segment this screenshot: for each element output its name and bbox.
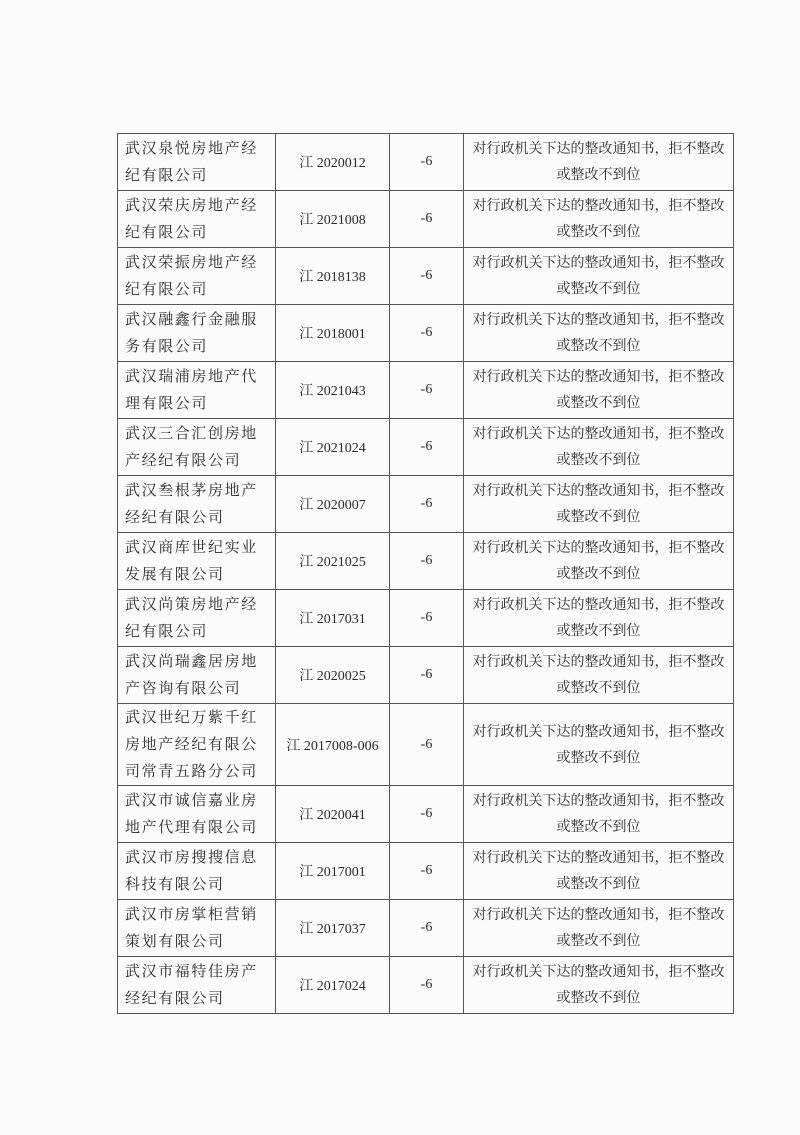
registration-code-cell: 江 2021025	[276, 533, 390, 590]
reason-cell: 对行政机关下达的整改通知书，拒不整改或整改不到位	[464, 476, 734, 533]
score-cell: -6	[390, 305, 464, 362]
table-row	[118, 957, 734, 1014]
table-row	[118, 419, 734, 476]
score-cell: -6	[390, 900, 464, 957]
reason-cell: 对行政机关下达的整改通知书，拒不整改或整改不到位	[464, 957, 734, 1014]
registration-code-cell: 江 2017024	[276, 957, 390, 1014]
registration-code-cell: 江 2020012	[276, 134, 390, 191]
registration-code-cell: 江 2021008	[276, 191, 390, 248]
company-name-cell: 武汉叁根茅房地产经纪有限公司	[118, 476, 276, 533]
reason-cell: 对行政机关下达的整改通知书，拒不整改或整改不到位	[464, 900, 734, 957]
reason-cell: 对行政机关下达的整改通知书，拒不整改或整改不到位	[464, 362, 734, 419]
company-name-cell: 武汉世纪万紫千红房地产经纪有限公司常青五路分公司	[118, 704, 276, 786]
score-cell: -6	[390, 134, 464, 191]
score-cell: -6	[390, 533, 464, 590]
reason-cell: 对行政机关下达的整改通知书，拒不整改或整改不到位	[464, 533, 734, 590]
table-row	[118, 362, 734, 419]
score-cell: -6	[390, 191, 464, 248]
company-name-cell: 武汉市房掌柜营销策划有限公司	[118, 900, 276, 957]
reason-cell: 对行政机关下达的整改通知书，拒不整改或整改不到位	[464, 704, 734, 786]
company-name-cell: 武汉三合汇创房地产经纪有限公司	[118, 419, 276, 476]
reason-cell: 对行政机关下达的整改通知书，拒不整改或整改不到位	[464, 843, 734, 900]
company-name-cell: 武汉融鑫行金融服务有限公司	[118, 305, 276, 362]
table-body	[118, 134, 734, 1014]
registration-code-cell: 江 2018138	[276, 248, 390, 305]
table-row	[118, 704, 734, 786]
company-name-cell: 武汉市诚信嘉业房地产代理有限公司	[118, 786, 276, 843]
reason-cell: 对行政机关下达的整改通知书，拒不整改或整改不到位	[464, 248, 734, 305]
reason-cell: 对行政机关下达的整改通知书，拒不整改或整改不到位	[464, 647, 734, 704]
company-name-cell: 武汉市福特佳房产经纪有限公司	[118, 957, 276, 1014]
company-name-cell: 武汉荣振房地产经纪有限公司	[118, 248, 276, 305]
reason-cell: 对行政机关下达的整改通知书，拒不整改或整改不到位	[464, 134, 734, 191]
score-cell: -6	[390, 362, 464, 419]
company-name-cell: 武汉瑞浦房地产代理有限公司	[118, 362, 276, 419]
registration-code-cell: 江 2021024	[276, 419, 390, 476]
registration-code-cell: 江 2020041	[276, 786, 390, 843]
score-cell: -6	[390, 590, 464, 647]
reason-cell: 对行政机关下达的整改通知书，拒不整改或整改不到位	[464, 305, 734, 362]
table-row	[118, 191, 734, 248]
company-name-cell: 武汉尚策房地产经纪有限公司	[118, 590, 276, 647]
table-row	[118, 248, 734, 305]
table-row	[118, 786, 734, 843]
score-cell: -6	[390, 419, 464, 476]
table-row	[118, 647, 734, 704]
registration-code-cell: 江 2017037	[276, 900, 390, 957]
company-name-cell: 武汉尚瑞鑫居房地产咨询有限公司	[118, 647, 276, 704]
reason-cell: 对行政机关下达的整改通知书，拒不整改或整改不到位	[464, 590, 734, 647]
table-row	[118, 533, 734, 590]
company-name-cell: 武汉商库世纪实业发展有限公司	[118, 533, 276, 590]
score-cell: -6	[390, 957, 464, 1014]
reason-cell: 对行政机关下达的整改通知书，拒不整改或整改不到位	[464, 191, 734, 248]
company-name-cell: 武汉市房搜搜信息科技有限公司	[118, 843, 276, 900]
registration-code-cell: 江 2017001	[276, 843, 390, 900]
score-cell: -6	[390, 843, 464, 900]
score-cell: -6	[390, 647, 464, 704]
score-cell: -6	[390, 476, 464, 533]
company-name-cell: 武汉泉悦房地产经纪有限公司	[118, 134, 276, 191]
reason-cell: 对行政机关下达的整改通知书，拒不整改或整改不到位	[464, 419, 734, 476]
table-row	[118, 590, 734, 647]
registration-code-cell: 江 2018001	[276, 305, 390, 362]
penalty-table	[117, 133, 734, 1014]
table-row	[118, 843, 734, 900]
registration-code-cell: 江 2017008-006	[276, 704, 390, 786]
registration-code-cell: 江 2021043	[276, 362, 390, 419]
table-row	[118, 900, 734, 957]
score-cell: -6	[390, 704, 464, 786]
score-cell: -6	[390, 786, 464, 843]
registration-code-cell: 江 2017031	[276, 590, 390, 647]
reason-cell: 对行政机关下达的整改通知书，拒不整改或整改不到位	[464, 786, 734, 843]
score-cell: -6	[390, 248, 464, 305]
registration-code-cell: 江 2020025	[276, 647, 390, 704]
registration-code-cell: 江 2020007	[276, 476, 390, 533]
table-row	[118, 305, 734, 362]
table-row	[118, 476, 734, 533]
table-row	[118, 134, 734, 191]
company-name-cell: 武汉荣庆房地产经纪有限公司	[118, 191, 276, 248]
